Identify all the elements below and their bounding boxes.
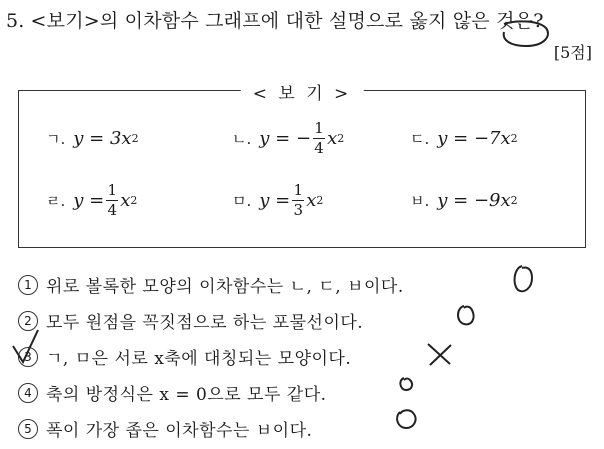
fraction-denominator: 4 <box>107 201 118 219</box>
item-rhs: = 3x <box>89 128 132 149</box>
handwritten-x-mark <box>424 340 456 368</box>
item-lhs: y <box>73 128 84 149</box>
item-lhs: y <box>437 190 448 211</box>
choice-3[interactable] <box>18 344 351 369</box>
handwritten-circle-mark <box>498 18 552 50</box>
item-mark: ㄴ. <box>232 130 252 148</box>
handwritten-o-mark-3 <box>396 374 420 396</box>
item-mark: ㄹ. <box>46 192 66 210</box>
item-exp: 2 <box>131 132 139 145</box>
choice-5[interactable] <box>18 416 312 441</box>
box-item-digeut <box>410 128 518 149</box>
item-rhs-post: x <box>306 190 317 211</box>
question-number: 5. <box>6 10 25 32</box>
fraction <box>313 120 325 157</box>
example-box <box>18 84 586 248</box>
box-item-bieup <box>410 190 518 211</box>
handwritten-check-mark <box>10 326 42 366</box>
item-lhs: y <box>73 190 84 211</box>
choice-number: 3 <box>18 347 38 367</box>
choice-1[interactable] <box>18 272 404 297</box>
item-exp: 2 <box>510 194 518 207</box>
item-rhs-pre: = − <box>275 128 312 149</box>
box-item-nieun <box>232 120 344 157</box>
fraction-denominator: 4 <box>314 139 324 157</box>
item-lhs: y <box>259 128 270 149</box>
choice-text: 축의 방정식은 x = 0으로 모두 같다. <box>46 385 327 405</box>
fraction <box>106 182 118 219</box>
box-item-mieum <box>232 182 323 219</box>
choice-number: 5 <box>18 419 38 439</box>
item-rhs-pre: = <box>275 190 291 211</box>
item-exp: 2 <box>337 132 345 145</box>
fraction-numerator: 1 <box>293 181 304 199</box>
item-exp: 2 <box>130 194 138 207</box>
handwritten-o-mark-2 <box>452 302 480 330</box>
item-lhs: y <box>259 190 270 211</box>
fraction <box>292 182 304 219</box>
item-lhs: y <box>437 128 448 149</box>
item-rhs-pre: = <box>89 190 105 211</box>
handwritten-o-mark-4 <box>392 404 422 434</box>
item-mark: ㅂ. <box>410 192 430 210</box>
choice-number: 2 <box>18 311 38 331</box>
question-line <box>6 6 544 33</box>
choice-text: ㄱ, ㅁ은 서로 x축에 대칭되는 모양이다. <box>46 349 352 369</box>
handwritten-o-mark-1 <box>508 262 540 296</box>
choice-4[interactable] <box>18 380 327 405</box>
item-exp: 2 <box>510 132 518 145</box>
question-text: <보기>의 이차함수 그래프에 대한 설명으로 옳지 않은 것은? <box>30 10 544 32</box>
item-rhs: = −9x <box>453 190 511 211</box>
choice-text: 위로 볼록한 모양의 이차함수는 ㄴ, ㄷ, ㅂ이다. <box>46 277 404 297</box>
fraction-numerator: 1 <box>314 119 324 137</box>
box-title: < 보 기 > <box>241 79 364 104</box>
choice-text: 폭이 가장 좁은 이차함수는 ㅂ이다. <box>46 421 313 441</box>
fraction-numerator: 1 <box>107 181 118 199</box>
box-item-rieul <box>46 182 137 219</box>
item-mark: ㄷ. <box>410 130 430 148</box>
item-rhs-post: x <box>120 190 131 211</box>
points-label: [5점] <box>553 43 592 62</box>
item-exp: 2 <box>316 194 324 207</box>
choice-text: 모두 원점을 꼭짓점으로 하는 포물선이다. <box>46 313 364 333</box>
choice-2[interactable] <box>18 308 363 333</box>
choice-number: 4 <box>18 383 38 403</box>
item-mark: ㅁ. <box>232 192 252 210</box>
item-rhs-post: x <box>327 128 338 149</box>
box-item-giyeok <box>46 128 139 149</box>
item-rhs: = −7x <box>453 128 511 149</box>
choice-number: 1 <box>18 275 38 295</box>
fraction-denominator: 3 <box>293 201 304 219</box>
item-mark: ㄱ. <box>46 130 66 148</box>
